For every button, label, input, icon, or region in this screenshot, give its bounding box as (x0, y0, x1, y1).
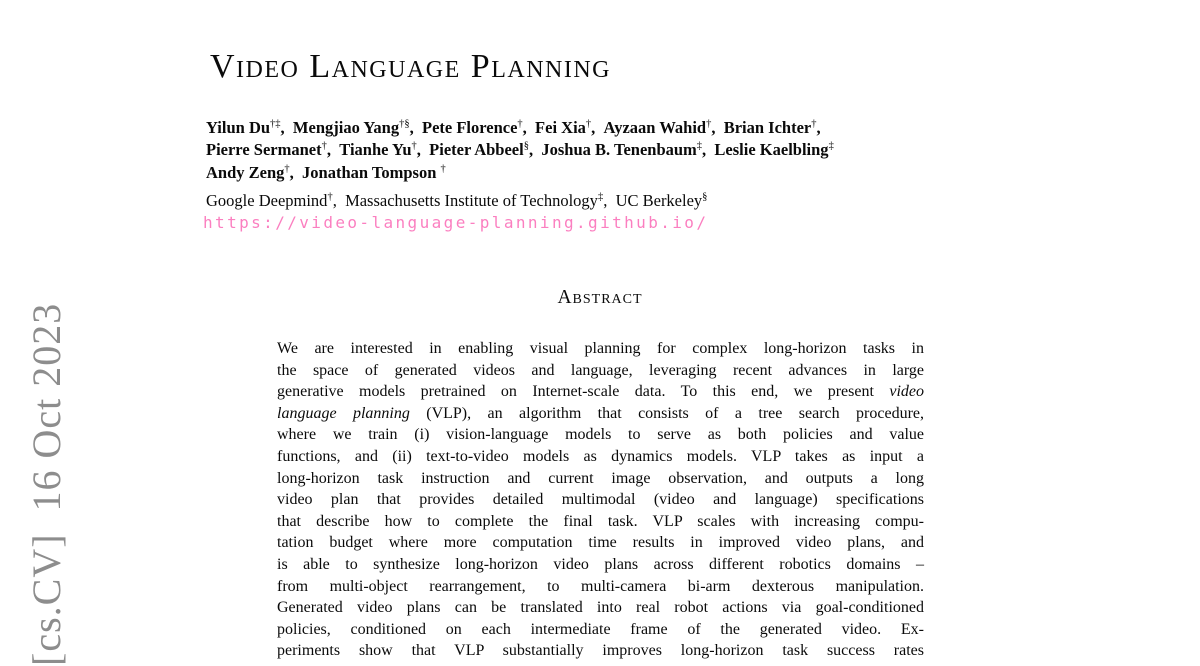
text-run: Mengjiao Yang (292, 118, 400, 137)
text-run: (VLP), an algorithm that consists of a tree search procedure, (409, 404, 924, 422)
paper-url-link[interactable]: https://video-language-planning.github.io/ (203, 213, 709, 232)
affiliation-line (206, 190, 707, 212)
superscript-mark: † (327, 191, 333, 203)
text-run: language planning (277, 404, 410, 422)
superscript-mark: †‡ (270, 118, 281, 130)
superscript-mark: § (702, 191, 708, 203)
text-run: , (280, 118, 293, 137)
text-run: , UC Berkeley (603, 191, 703, 210)
abstract-line (277, 532, 924, 554)
text-run: that describe how to complete the final task. VLP scales with increasing compu- (277, 512, 924, 530)
text-run: , (711, 118, 724, 137)
author-line (206, 139, 1006, 161)
text-run: Leslie Kaelbling (714, 140, 829, 160)
abstract-line (277, 576, 924, 598)
text-run: tation budget where more computation time results in improved video plans, and (277, 534, 924, 552)
abstract-line (277, 640, 924, 662)
abstract-heading: Abstract (557, 287, 643, 308)
superscript-mark: † (411, 140, 417, 152)
text-run: Pete Florence (421, 118, 518, 137)
arxiv-watermark: [cs.CV] 16 Oct 2023 (24, 302, 69, 666)
text-run: , (591, 118, 604, 137)
abstract-line (277, 338, 924, 360)
text-run: is able to synthesize long-horizon video plans across different robotics domains – (277, 555, 924, 573)
abstract-line (277, 403, 924, 425)
superscript-mark: †§ (399, 118, 410, 130)
text-run: , (289, 162, 303, 182)
abstract-line (277, 511, 924, 533)
text-run: Andy Zeng (206, 162, 285, 182)
abstract-line (277, 381, 924, 403)
superscript-mark: ‡ (597, 191, 604, 203)
text-run: , (702, 140, 715, 160)
author-block (206, 117, 1006, 184)
superscript-mark: † (811, 118, 817, 130)
superscript-mark: † (284, 163, 290, 175)
abstract-line (277, 446, 924, 468)
abstract-line (277, 619, 924, 641)
text-run: , Massachusetts Institute of Technology (332, 191, 598, 210)
text-run: video plan that provides detailed multimodal (video and language) specifications (277, 491, 924, 509)
abstract-line (277, 360, 924, 382)
author-line (206, 117, 1006, 139)
text-run: long-horizon task instruction and current image observation, and outputs a long (277, 469, 924, 487)
text-run: Pierre Sermanet (206, 140, 322, 160)
superscript-mark: † (440, 163, 446, 175)
paper-title: Video Language Planning (210, 48, 612, 85)
text-run: video (889, 383, 924, 401)
abstract-text (277, 338, 924, 662)
text-run: Joshua B. Tenenbaum (541, 140, 697, 160)
text-run: the space of generated videos and language, leveraging recent advances in large (277, 361, 924, 379)
text-run: policies, conditioned on each intermediate frame of the generated video. Ex- (277, 620, 924, 638)
superscript-mark: † (321, 140, 327, 152)
abstract-line (277, 468, 924, 490)
text-run: Yilun Du (206, 118, 271, 137)
superscript-mark: ‡ (828, 140, 834, 152)
text-run: , (528, 140, 542, 160)
abstract-line (277, 424, 924, 446)
abstract-line (277, 489, 924, 511)
text-run: where we train (i) vision-language models to serve as both policies and value (277, 426, 924, 444)
author-line (206, 162, 1006, 184)
text-run: Google Deepmind (206, 191, 328, 210)
text-run: Pieter Abbeel (429, 140, 524, 160)
superscript-mark: § (523, 140, 529, 152)
text-run: from multi-object rearrangement, to multi-camera bi-arm dexterous manipulation. (277, 577, 924, 595)
abstract-line (277, 597, 924, 619)
abstract-line (277, 554, 924, 576)
superscript-mark: † (585, 118, 592, 130)
text-run: Fei Xia (535, 118, 586, 137)
text-run: , (326, 140, 340, 160)
superscript-mark: † (706, 118, 712, 130)
text-run: functions, and (ii) text-to-video models as dynamics models. VLP takes as input a (277, 447, 924, 465)
text-run: , (409, 118, 422, 137)
text-run: Ayzaan Wahid (603, 118, 707, 137)
text-run: generative models pretrained on Internet-scale data. To this end, we present (277, 383, 890, 401)
text-run: Generated video plans can be translated into real robot actions via goal-conditioned (277, 599, 924, 617)
text-run: , (522, 118, 536, 137)
text-run: , (816, 118, 821, 137)
text-run: periments show that VLP substantially improves long-horizon task success rates (277, 642, 924, 660)
text-run: Jonathan Tompson (302, 162, 441, 182)
text-run: We are interested in enabling visual planning for complex long-horizon tasks in (277, 340, 924, 357)
text-run: Brian Ichter (723, 118, 812, 137)
text-run: , (416, 140, 430, 160)
text-run: Tianhe Yu (339, 140, 412, 160)
superscript-mark: † (517, 118, 523, 130)
superscript-mark: ‡ (696, 140, 703, 152)
